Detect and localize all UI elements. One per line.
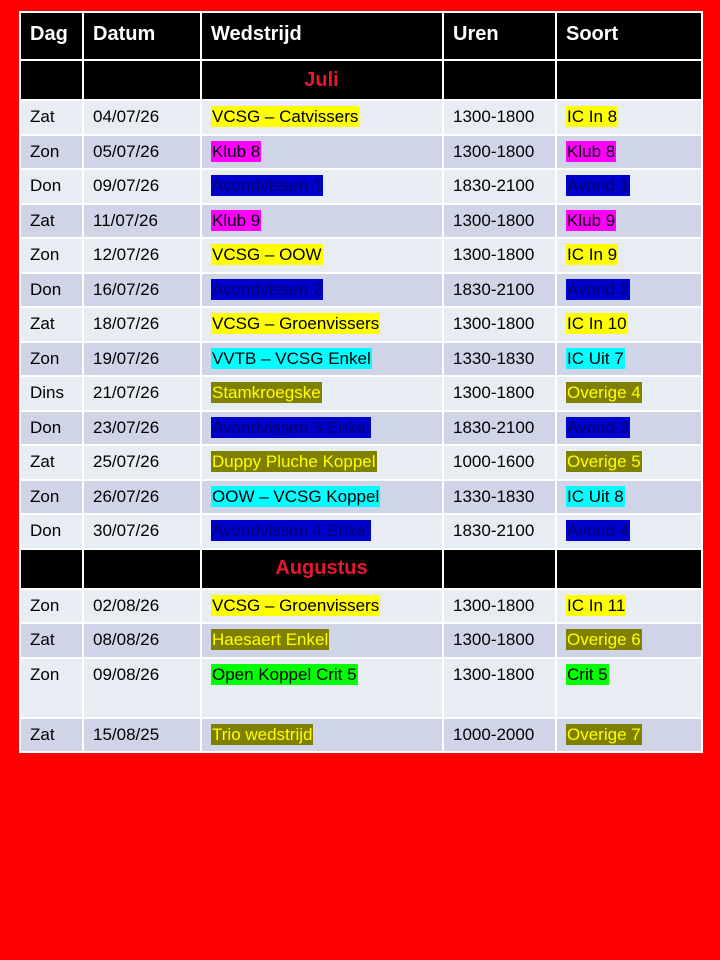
cell-uren: 1300-1800 [443,135,556,170]
cell-dag: Zon [20,480,83,515]
soort-highlight: Klub 8 [567,141,616,161]
soort-highlight: IC In 10 [567,314,627,334]
soort-highlight: Overige 4 [567,383,641,403]
cell-wedstrijd [201,342,443,377]
cell-dag: Zon [20,238,83,273]
cell-uren: 1830-2100 [443,273,556,308]
cell-wedstrijd [201,135,443,170]
wedstrijd-highlight: VCSG – Groenvissers [212,595,380,615]
soort-highlight: Overige 6 [567,630,641,650]
cell-dag: Zat [20,445,83,480]
soort-highlight: Avond 3 [567,417,630,437]
cell-datum: 08/08/26 [83,623,201,658]
table-row [20,100,702,135]
month-row [20,549,702,589]
table-row [20,342,702,377]
cell-dag: Zat [20,100,83,135]
cell-datum: 05/07/26 [83,135,201,170]
table-row [20,376,702,411]
wedstrijd-highlight: Klub 9 [212,210,261,230]
cell-soort [556,623,702,658]
cell-wedstrijd [201,589,443,624]
schedule-table [19,11,703,753]
wedstrijd-highlight: Avondvissen 4 Enkel [212,521,370,541]
cell-dag: Zat [20,204,83,239]
cell-wedstrijd [201,411,443,446]
cell-datum: 09/07/26 [83,169,201,204]
cell-dag: Zon [20,342,83,377]
header-row [20,12,702,60]
cell-uren: 1300-1800 [443,376,556,411]
table-row [20,445,702,480]
cell-soort [556,514,702,549]
cell-soort [556,238,702,273]
cell-datum: 26/07/26 [83,480,201,515]
month-row [20,60,702,100]
wedstrijd-highlight: OOW – VCSG Koppel [212,486,380,506]
cell-wedstrijd [201,100,443,135]
cell-soort [556,307,702,342]
cell-wedstrijd [201,169,443,204]
table-row [20,589,702,624]
soort-highlight: Avond 4 [567,521,630,541]
cell-dag: Zat [20,718,83,753]
cell-soort [556,100,702,135]
cell-soort [556,589,702,624]
table-row [20,273,702,308]
soort-highlight: Overige 7 [567,724,641,744]
cell-uren: 1330-1830 [443,342,556,377]
wedstrijd-highlight: VCSG – Catvissers [212,107,359,127]
table-row [20,204,702,239]
soort-highlight: IC In 11 [567,595,626,615]
cell-dag: Don [20,169,83,204]
cell-soort [556,135,702,170]
cell-uren: 1300-1800 [443,238,556,273]
month-cell [20,549,83,589]
wedstrijd-highlight: Duppy Pluche Koppel [212,452,376,472]
cell-datum: 23/07/26 [83,411,201,446]
cell-datum: 12/07/26 [83,238,201,273]
wedstrijd-highlight: Avondvissen 1 [212,176,323,196]
cell-datum: 25/07/26 [83,445,201,480]
cell-dag: Dins [20,376,83,411]
cell-uren: 1300-1800 [443,307,556,342]
wedstrijd-highlight: VCSG – Groenvissers [212,314,380,334]
cell-wedstrijd [201,307,443,342]
cell-dag: Zat [20,307,83,342]
cell-uren: 1000-1600 [443,445,556,480]
header-datum: Datum [83,12,201,60]
month-cell [443,60,556,100]
cell-dag: Zat [20,623,83,658]
month-label: Augustus [201,549,443,589]
wedstrijd-highlight: VCSG – OOW [212,245,322,265]
cell-datum: 02/08/26 [83,589,201,624]
wedstrijd-highlight: Avondvissen 3 Enkel [212,417,370,437]
cell-soort [556,658,702,718]
cell-uren: 1000-2000 [443,718,556,753]
table-row [20,135,702,170]
wedstrijd-highlight: Open Koppel Crit 5 [212,664,357,684]
cell-soort [556,169,702,204]
cell-wedstrijd [201,445,443,480]
cell-soort [556,445,702,480]
table-row [20,658,702,718]
cell-soort [556,411,702,446]
soort-highlight: IC In 9 [567,245,618,265]
cell-datum: 11/07/26 [83,204,201,239]
cell-uren: 1300-1800 [443,623,556,658]
soort-highlight: Avond 2 [567,279,630,299]
cell-uren: 1300-1800 [443,658,556,718]
soort-highlight: IC In 8 [567,107,618,127]
cell-soort [556,480,702,515]
cell-dag: Don [20,273,83,308]
cell-soort [556,273,702,308]
cell-dag: Zon [20,135,83,170]
cell-wedstrijd [201,204,443,239]
table-row [20,238,702,273]
month-cell [83,60,201,100]
wedstrijd-highlight: Haesaert Enkel [212,630,329,650]
table-row [20,514,702,549]
month-cell [556,60,702,100]
month-cell [83,549,201,589]
cell-datum: 16/07/26 [83,273,201,308]
cell-dag: Zon [20,658,83,718]
cell-soort [556,376,702,411]
month-label: Juli [201,60,443,100]
cell-uren: 1330-1830 [443,480,556,515]
cell-wedstrijd [201,376,443,411]
soort-highlight: Klub 9 [567,210,616,230]
header-soort: Soort [556,12,702,60]
cell-wedstrijd [201,718,443,753]
cell-dag: Zon [20,589,83,624]
cell-datum: 30/07/26 [83,514,201,549]
cell-datum: 19/07/26 [83,342,201,377]
cell-datum: 09/08/26 [83,658,201,718]
month-cell [20,60,83,100]
cell-soort [556,204,702,239]
soort-highlight: Crit 5 [567,664,608,684]
cell-wedstrijd [201,238,443,273]
cell-datum: 04/07/26 [83,100,201,135]
soort-highlight: IC Uit 7 [567,348,624,368]
cell-uren: 1300-1800 [443,204,556,239]
cell-soort [556,718,702,753]
cell-datum: 18/07/26 [83,307,201,342]
cell-wedstrijd [201,514,443,549]
wedstrijd-highlight: Avondvissen 2 [212,279,323,299]
cell-wedstrijd [201,480,443,515]
cell-uren: 1300-1800 [443,100,556,135]
table-row [20,623,702,658]
month-cell [443,549,556,589]
wedstrijd-highlight: Trio wedstrijd [212,724,313,744]
wedstrijd-highlight: VVTB – VCSG Enkel [212,348,371,368]
header-wedstrijd: Wedstrijd [201,12,443,60]
cell-wedstrijd [201,658,443,718]
header-dag: Dag [20,12,83,60]
soort-highlight: Avond 1 [567,176,630,196]
wedstrijd-highlight: Klub 8 [212,141,261,161]
cell-datum: 15/08/25 [83,718,201,753]
table-row [20,169,702,204]
cell-uren: 1830-2100 [443,411,556,446]
month-cell [556,549,702,589]
cell-wedstrijd [201,273,443,308]
cell-uren: 1830-2100 [443,169,556,204]
cell-uren: 1300-1800 [443,589,556,624]
cell-dag: Don [20,514,83,549]
header-uren: Uren [443,12,556,60]
cell-dag: Don [20,411,83,446]
table-row [20,411,702,446]
table-row [20,307,702,342]
soort-highlight: Overige 5 [567,452,641,472]
table-row [20,480,702,515]
cell-datum: 21/07/26 [83,376,201,411]
wedstrijd-highlight: Stamkroegske [212,383,321,403]
table-row [20,718,702,753]
cell-soort [556,342,702,377]
soort-highlight: IC Uit 8 [567,486,624,506]
cell-wedstrijd [201,623,443,658]
cell-uren: 1830-2100 [443,514,556,549]
